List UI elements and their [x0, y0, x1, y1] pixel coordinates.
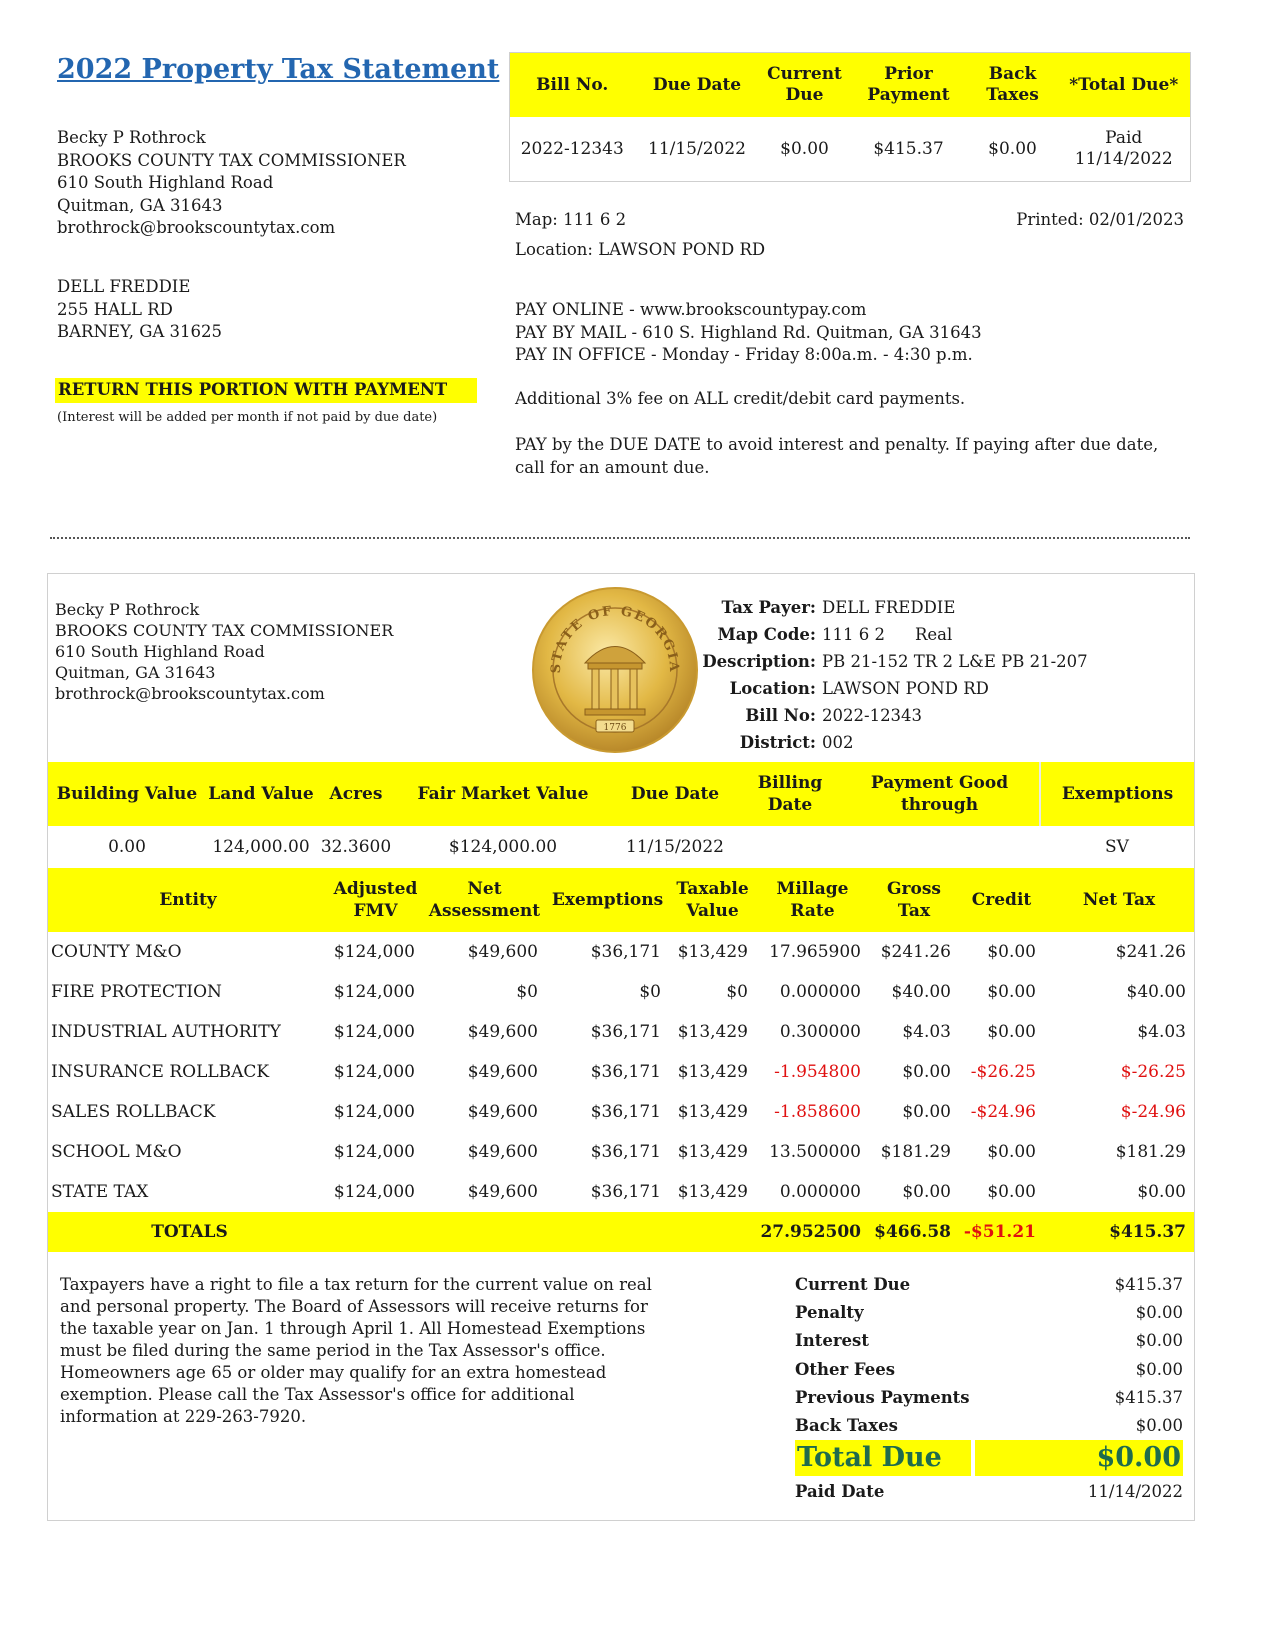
taxpayer-street: 255 HALL RD [57, 299, 173, 319]
levy-rows [48, 932, 1194, 1252]
header-credit: Credit [959, 868, 1044, 932]
summary-previous-payments [795, 1383, 1183, 1411]
summary-value: $415.37 [1114, 1274, 1183, 1294]
adjusted-fmv: $124,000 [333, 1102, 415, 1122]
net-assessment: $49,600 [467, 1022, 538, 1042]
summary-back-taxes [795, 1411, 1183, 1439]
paid-label: Paid [1105, 128, 1143, 148]
levy-row [48, 1052, 1194, 1092]
exemptions-amount: $36,171 [590, 1182, 661, 1202]
levy-row [48, 1092, 1194, 1132]
fair-market-value: $124,000.00 [448, 837, 558, 857]
taxable-value: $0 [726, 982, 748, 1002]
header-due-date: Due Date [635, 53, 760, 118]
gross-tax: $40.00 [891, 982, 951, 1002]
net-assessment: $49,600 [467, 1142, 538, 1162]
georgia-seal-icon [530, 585, 700, 755]
commissioner-email: brothrock@brookscountytax.com [55, 684, 325, 703]
summary-penalty [795, 1298, 1183, 1326]
header-taxable-value: Taxable Value [669, 868, 756, 932]
net-assessment: $49,600 [467, 1182, 538, 1202]
summary-value: $0.00 [1135, 1331, 1183, 1351]
credit: -$24.96 [970, 1102, 1036, 1122]
commissioner-name: Becky P Rothrock [55, 600, 200, 619]
header-net-assessment: Net Assessment [423, 868, 546, 932]
totals-empty [546, 1212, 669, 1252]
detail-bill-no [700, 702, 1088, 729]
summary-label: Back Taxes [795, 1416, 898, 1436]
due-date-note: PAY by the DUE DATE to avoid interest and penalty. If paying after due date, call for an amount due. [515, 435, 1159, 477]
commissioner-office: BROOKS COUNTY TAX COMMISSIONER [55, 621, 394, 640]
gross-tax: $241.26 [880, 942, 951, 962]
levy-header [48, 868, 1194, 932]
pay-by-mail: PAY BY MAIL - 610 S. Highland Rd. Quitman, GA 31643 [515, 322, 982, 342]
levy-row [48, 972, 1194, 1012]
summary-label: Previous Payments [795, 1387, 970, 1407]
credit: $0.00 [987, 1142, 1036, 1162]
adjusted-fmv: $124,000 [333, 1062, 415, 1082]
gross-tax: $0.00 [902, 1182, 951, 1202]
entity-name: INDUSTRIAL AUTHORITY [51, 1022, 281, 1042]
interest-note: (Interest will be added per month if not paid by due date) [57, 410, 438, 425]
header-total-due: *Total Due* [1058, 53, 1191, 118]
net-tax: $0.00 [1137, 1182, 1186, 1202]
total-due-label: Total Due [795, 1440, 971, 1476]
paid-date: 11/14/2022 [1074, 149, 1173, 169]
header-building-value: Building Value [48, 762, 206, 826]
bill-no: 2022-12343 [520, 138, 624, 159]
property-header [48, 762, 1194, 826]
pay-online: PAY ONLINE - www.brookscountypay.com [515, 300, 867, 319]
header-due-date: Due Date [610, 762, 740, 826]
header-net-tax: Net Tax [1044, 868, 1194, 932]
entity-name: COUNTY M&O [51, 942, 182, 962]
page-title: 2022 Property Tax Statement [57, 54, 500, 85]
header-current-due: Current Due [760, 53, 850, 118]
detail-label: Tax Payer: [721, 598, 816, 617]
pay-in-office: PAY IN OFFICE - Monday - Friday 8:00a.m. - 4:30 p.m. [515, 345, 973, 364]
exemptions-amount: $36,171 [590, 1142, 661, 1162]
credit: $0.00 [987, 982, 1036, 1002]
payment-good-through [840, 826, 1040, 868]
building-value: 0.00 [108, 837, 146, 857]
header-adjusted-fmv: Adjusted FMV [328, 868, 423, 932]
land-value: 124,000.00 [212, 837, 310, 857]
summary-label: Other Fees [795, 1359, 896, 1379]
acres: 32.3600 [320, 837, 392, 857]
card-fee-note: Additional 3% fee on ALL credit/debit card payments. [515, 389, 966, 408]
detail-label: Map Code: [717, 625, 816, 644]
header-gross-tax: Gross Tax [869, 868, 959, 932]
totals-credit: -$51.21 [959, 1212, 1044, 1252]
summary-label: Penalty [795, 1302, 864, 1322]
totals-empty [423, 1212, 546, 1252]
gross-tax: $181.29 [880, 1142, 951, 1162]
commissioner-street: 610 South Highland Road [57, 173, 274, 192]
totals-millage: 27.952500 [756, 1212, 869, 1252]
commissioner-city: Quitman, GA 31643 [55, 663, 216, 682]
commissioner-address-bottom [55, 599, 393, 704]
credit: -$26.25 [970, 1062, 1036, 1082]
header-entity: Entity [48, 868, 328, 932]
millage-rate: 0.000000 [779, 1182, 861, 1202]
detail-value: 111 6 2 [822, 625, 885, 644]
header-bill-no: Bill No. [510, 53, 635, 118]
detail-label: Location: [729, 679, 816, 698]
millage-rate: -1.954800 [774, 1062, 861, 1082]
net-assessment: $49,600 [467, 1062, 538, 1082]
commissioner-city: Quitman, GA 31643 [57, 195, 223, 215]
due-date: 11/15/2022 [648, 138, 746, 159]
commissioner-email: brothrock@brookscountytax.com [57, 218, 336, 237]
credit: $0.00 [987, 1022, 1036, 1042]
levy-totals-row [48, 1212, 1194, 1252]
detail-label: District: [739, 733, 816, 752]
net-tax: $181.29 [1115, 1142, 1186, 1162]
adjusted-fmv: $124,000 [333, 1182, 415, 1202]
prior-payment: $415.37 [873, 138, 944, 159]
total-due-value: $0.00 [975, 1440, 1183, 1476]
header-prior-payment: Prior Payment [850, 53, 968, 118]
detail-value: LAWSON POND RD [822, 679, 989, 698]
taxpayer-details [700, 594, 1088, 756]
levy-row [48, 1012, 1194, 1052]
seal-text: STATE OF GEORGIA [548, 603, 682, 674]
taxable-value: $13,429 [677, 1102, 748, 1122]
net-assessment: $49,600 [467, 942, 538, 962]
header-fair-market-value: Fair Market Value [396, 762, 610, 826]
credit: $0.00 [987, 1182, 1036, 1202]
property-value-table [48, 762, 1194, 868]
millage-rate: -1.858600 [774, 1102, 861, 1122]
adjusted-fmv: $124,000 [333, 1022, 415, 1042]
bill-summary-header [510, 53, 1191, 118]
detail-value: PB 21-152 TR 2 L&E PB 21-207 [822, 652, 1088, 671]
net-tax: $4.03 [1137, 1022, 1186, 1042]
entity-name: FIRE PROTECTION [51, 982, 222, 1002]
header-payment-good-through: Payment Good through [840, 762, 1040, 826]
adjusted-fmv: $124,000 [333, 942, 415, 962]
printed-date: Printed: 02/01/2023 [1016, 210, 1184, 229]
summary-label: Interest [795, 1331, 869, 1351]
back-taxes: $0.00 [988, 138, 1037, 159]
adjusted-fmv: $124,000 [333, 982, 415, 1002]
commissioner-name: Becky P Rothrock [57, 128, 206, 147]
levy-row [48, 1172, 1194, 1212]
detail-description [700, 648, 1088, 675]
gross-tax: $0.00 [902, 1102, 951, 1122]
net-tax: $-26.25 [1120, 1062, 1186, 1082]
totals-empty [328, 1212, 423, 1252]
detail-value: DELL FREDDIE [822, 598, 956, 617]
taxable-value: $13,429 [677, 1022, 748, 1042]
entity-name: SALES ROLLBACK [51, 1102, 216, 1122]
bill-summary-table [509, 52, 1191, 182]
totals-gross: $466.58 [869, 1212, 959, 1252]
amount-due-summary [795, 1270, 1183, 1506]
billing-date [740, 826, 840, 868]
summary-value: $0.00 [1135, 1416, 1183, 1436]
commissioner-street: 610 South Highland Road [55, 642, 265, 661]
levy-row [48, 932, 1194, 972]
summary-current-due [795, 1270, 1183, 1298]
taxpayer-rights-text: Taxpayers have a right to file a tax return for the current value on real and personal property. The Board of Assessors will receive returns for the taxable year on Jan. 1 through April 1. All Homestead Exemptions must be filed during the same period in the Tax Assessor's office. Homeowners age 65 or older may qualify for an extra homestead exemption. Please call the Tax Assessor's office for additional information at 229-263-7920. [60, 1275, 652, 1426]
detail-map-code [700, 621, 1088, 648]
taxpayer-address [57, 276, 222, 344]
entity-name: SCHOOL M&O [51, 1142, 182, 1162]
net-tax: $241.26 [1115, 942, 1186, 962]
gross-tax: $4.03 [902, 1022, 951, 1042]
summary-value: 11/14/2022 [1087, 1482, 1183, 1502]
summary-value: $0.00 [1135, 1359, 1183, 1379]
summary-label: Paid Date [795, 1482, 885, 1502]
detail-value: 002 [822, 733, 854, 752]
adjusted-fmv: $124,000 [333, 1142, 415, 1162]
millage-rate: 13.500000 [769, 1142, 861, 1162]
detail-tax-payer [700, 594, 1088, 621]
detail-label: Bill No: [745, 706, 816, 725]
entity-name: INSURANCE ROLLBACK [51, 1062, 270, 1082]
location-line: Location: LAWSON POND RD [515, 240, 766, 259]
levy-row [48, 1132, 1194, 1172]
commissioner-address-top [57, 127, 406, 240]
header-acres: Acres [316, 762, 396, 826]
summary-value: $415.37 [1114, 1387, 1183, 1407]
detail-map-type: Real [914, 625, 953, 644]
bill-summary-row [510, 117, 1191, 182]
summary-paid-date [795, 1478, 1183, 1506]
millage-rate: 0.000000 [779, 982, 861, 1002]
detail-value: 2022-12343 [822, 706, 923, 725]
exemptions-amount: $36,171 [590, 1102, 661, 1122]
totals-net-tax: $415.37 [1044, 1212, 1194, 1252]
header-billing-date: Billing Date [740, 762, 840, 826]
totals-empty [669, 1212, 756, 1252]
tax-levy-table [48, 868, 1194, 1252]
summary-interest [795, 1327, 1183, 1355]
exemptions-amount: $36,171 [590, 1022, 661, 1042]
detail-location [700, 675, 1088, 702]
header-millage-rate: Millage Rate [756, 868, 869, 932]
current-due: $0.00 [780, 138, 829, 159]
header-back-taxes: Back Taxes [968, 53, 1058, 118]
taxable-value: $13,429 [677, 942, 748, 962]
taxable-value: $13,429 [677, 1142, 748, 1162]
summary-value: $0.00 [1135, 1302, 1183, 1322]
payment-options [515, 299, 982, 367]
exemptions-amount: $36,171 [590, 942, 661, 962]
seal-year: 1776 [603, 723, 627, 733]
taxpayer-name: DELL FREDDIE [57, 277, 191, 296]
summary-other-fees [795, 1355, 1183, 1383]
millage-rate: 0.300000 [779, 1022, 861, 1042]
exemptions-amount: $36,171 [590, 1062, 661, 1082]
net-assessment: $49,600 [467, 1102, 538, 1122]
tear-off-divider [50, 537, 1190, 539]
exemptions-amount: $0 [639, 982, 661, 1002]
header-exemptions: Exemptions [1040, 762, 1194, 826]
taxable-value: $13,429 [677, 1062, 748, 1082]
totals-label: TOTALS [48, 1212, 328, 1252]
header-exemptions: Exemptions [546, 868, 669, 932]
net-tax: $40.00 [1126, 982, 1186, 1002]
return-portion-banner: RETURN THIS PORTION WITH PAYMENT [55, 378, 477, 403]
net-tax: $-24.96 [1120, 1102, 1186, 1122]
credit: $0.00 [987, 942, 1036, 962]
summary-label: Current Due [795, 1274, 911, 1294]
taxpayer-city: BARNEY, GA 31625 [57, 322, 223, 341]
entity-name: STATE TAX [51, 1182, 149, 1202]
property-due-date: 11/15/2022 [626, 837, 724, 857]
header-land-value: Land Value [206, 762, 316, 826]
total-due-status [1058, 117, 1191, 182]
net-assessment: $0 [516, 982, 538, 1002]
summary-total-due [795, 1440, 1183, 1476]
detail-label: Description: [702, 652, 816, 671]
property-row [48, 826, 1194, 868]
exemptions-code: SV [1105, 837, 1129, 857]
detail-district [700, 729, 1088, 756]
millage-rate: 17.965900 [769, 942, 861, 962]
taxable-value: $13,429 [677, 1182, 748, 1202]
map-line: Map: 111 6 2 [515, 210, 627, 229]
gross-tax: $0.00 [902, 1062, 951, 1082]
commissioner-office: BROOKS COUNTY TAX COMMISSIONER [57, 150, 406, 170]
